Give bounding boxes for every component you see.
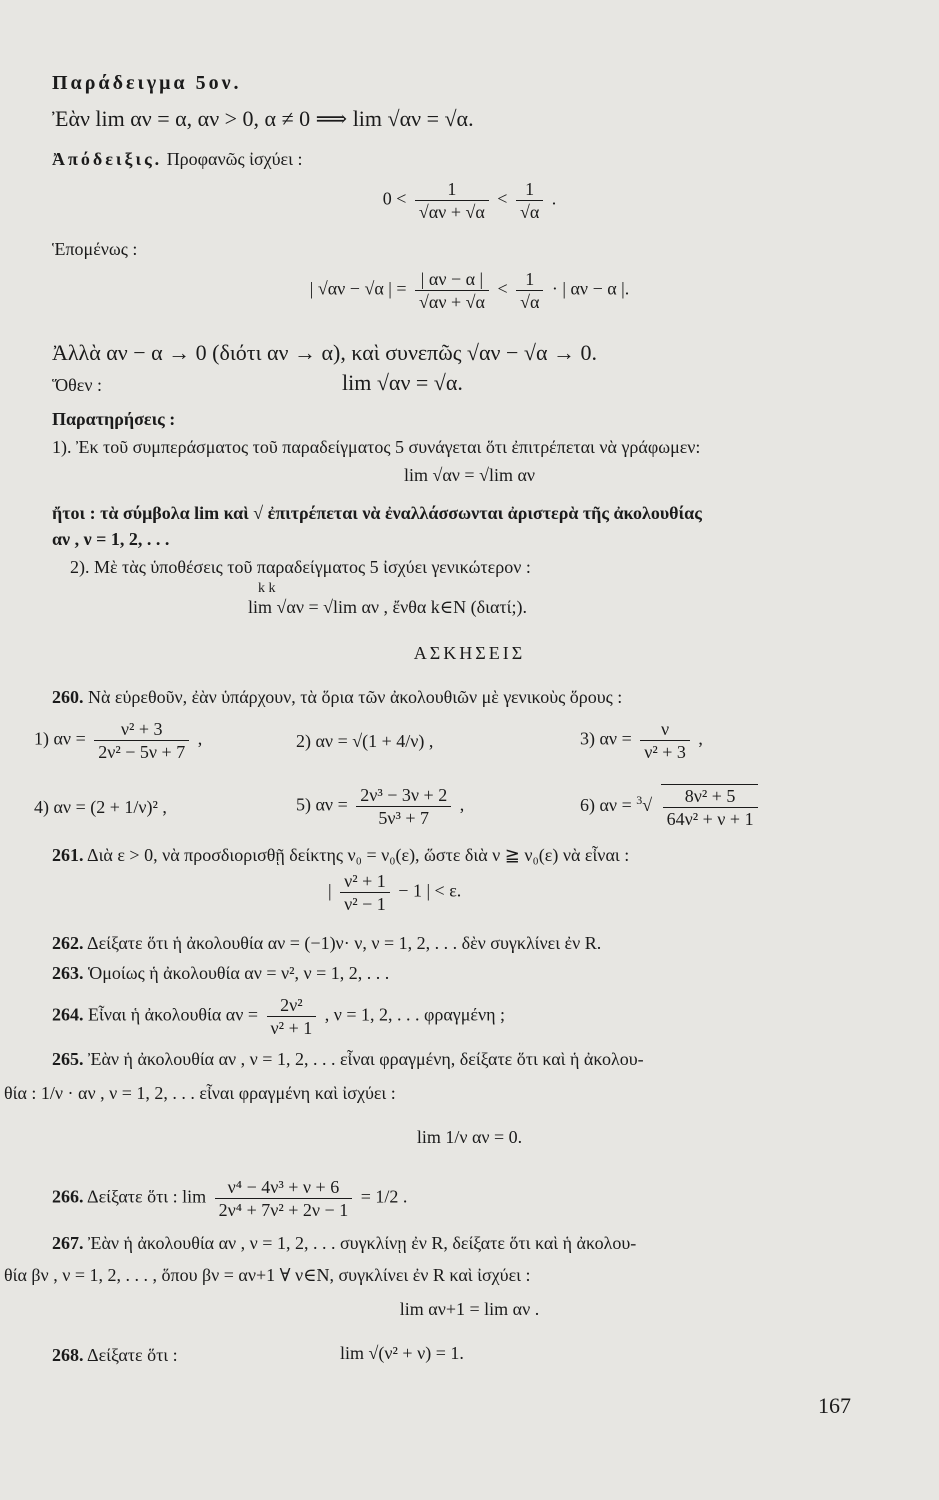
remark-1: 1). Ἐκ τοῦ συμπεράσματος τοῦ παραδείγματος 5 συνάγεται ὅτι ἐπιτρέπεται νὰ γράφωμεν: [52,437,701,457]
proof-line [52,148,302,170]
exercise-267-formula: lim αν+1 = lim αν . [399,1299,540,1319]
exercise-267-text-b: θία βν , ν = 1, 2, . . . , ὅπου βν = αν+1 ∀ ν∈N, συγκλίνει ἐν R καὶ ἰσχύει : [4,1265,531,1285]
exercise-260-item-4: 4) αν = (2 + 1/ν)² , [34,797,167,817]
exercise-263: 263. Ὁμοίως ἡ ἀκολουθία αν = ν², ν = 1, 2, . . . [52,963,390,983]
remark-2-index: k k [258,581,276,596]
remark-1-formula: lim √αν = √lim αν [403,465,536,485]
exercise-260: 260. Νὰ εὑρεθοῦν, ἐὰν ὑπάρχουν, τὰ ὅρια τῶν ἀκολουθιῶν μὲ γενικοὺς ὅρους : [52,687,623,707]
exercise-260-item-3: 3) αν = $\frac{\nu}{\text{ν² + 3}}$ , [580,719,703,762]
exercise-260-item-6: 6) αν = $^3$√ $\frac{\text{8ν² + 5}}{\text{64ν² + ν + 1}}$ [580,784,762,830]
inequality-formula: 0 < $\frac{1}{√\alpha\nu + √\alpha}$ < $\frac{1}{√\alpha}$ . [382,179,557,222]
exercise-260-item-5: 5) αν = $\frac{\text{2ν³ − 3ν + 2}}{\text{5ν³ + 7}}$ , [296,785,465,828]
remark-2-formula: lim √αν = √lim αν , ἔνθα k∈N (διατί;). [248,597,527,617]
exercise-266: 266. Δείξατε ὅτι : lim $\frac{\text{ν⁴ − 4ν³ + ν + 6}}{\text{2ν⁴ + 7ν² + 2ν − 1}}$ = 1/2 . [52,1177,408,1220]
exercise-262: 262. Δείξατε ὅτι ἡ ἀκολουθία αν = (−1)ν· ν, ν = 1, 2, . . . δὲν συγκλίνει ἐν R. [52,933,602,953]
exercise-267: 267. Ἐὰν ἡ ἀκολουθία αν , ν = 1, 2, . . . συγκλίνῃ ἐν R, δείξατε ὅτι καὶ ἡ ἀκολου- [52,1233,637,1253]
exercise-260-item-1: 1) αν = $\frac{\text{ν² + 3}}{\text{2ν² − 5ν + 7}}$ , [34,719,203,762]
remark-2: 2). Μὲ τὰς ὑποθέσεις τοῦ παραδείγματος 5 ἰσχύει γενικώτερον : [70,557,531,577]
remark-1-text-a: ἤτοι : τὰ σύμβολα lim καὶ √ ἐπιτρέπεται νὰ ἐναλλάσσωνται ἀριστερὰ τῆς ἀκολουθίας [52,503,702,523]
hence-label: Ἑπομένως : [52,239,138,259]
example-title: Παράδειγμα 5ον. [52,72,242,94]
remarks-title: Παρατηρήσεις : [52,409,176,429]
exercise-264: 264. Εἶναι ἡ ἀκολουθία αν = $\frac{\text{2ν²}}{\text{ν² + 1}}$ , ν = 1, 2, . . . φραγμένη ; [52,995,506,1038]
exercise-265-text-b: θία : 1/ν · αν , ν = 1, 2, . . . εἶναι φραγμένη καὶ ἰσχύει : [4,1083,396,1103]
example-statement: Ἐὰν lim αν = α, αν > 0, α ≠ 0 ⟹ lim √αν = √α. [52,106,474,131]
exercise-260-item-2: 2) αν = √(1 + 4/ν) , [296,731,434,751]
but-line: Ἀλλὰ αν − α → 0 (διότι αν → α), καὶ συνεπῶς √αν − √α → 0. [52,340,597,365]
remark-1-text-b: αν , ν = 1, 2, . . . [52,529,170,549]
exercise-261: 261. Διὰ ε > 0, νὰ προσδιορισθῇ δείκτης ν₀ = ν₀(ε), ὥστε διὰ ν ≧ ν₀(ε) νὰ εἶναι : [52,845,630,865]
exercise-268: 268. Δείξατε ὅτι : [52,1345,178,1365]
exercise-265: 265. Ἐὰν ἡ ἀκολουθία αν , ν = 1, 2, . . . εἶναι φραγμένη, δείξατε ὅτι καὶ ἡ ἀκολου- [52,1049,644,1069]
page-number: 167 [818,1393,851,1418]
proof-label: Ἀπόδειξις. [52,149,163,169]
result-formula: lim √αν = √α. [342,370,463,395]
absolute-formula: | √αν − √α | = $\frac{| \alpha\nu - \alpha |}{√\alpha\nu + √\alpha}$ < $\frac{1}{√\alpha}$ · | αν − α |. [309,269,630,312]
proof-intro: Προφανῶς ἰσχύει : [166,149,303,169]
exercise-268-formula: lim √(ν² + ν) = 1. [340,1343,464,1363]
exercise-261-formula: | $\frac{\text{ν² + 1}}{\text{ν² − 1}}$ − 1 | < ε. [328,871,462,914]
exercises-title: ΑΣΚΗΣΕΙΣ [413,643,526,663]
exercise-265-formula: lim 1/ν αν = 0. [416,1127,523,1147]
thus-label: Ὅθεν : [52,375,102,395]
